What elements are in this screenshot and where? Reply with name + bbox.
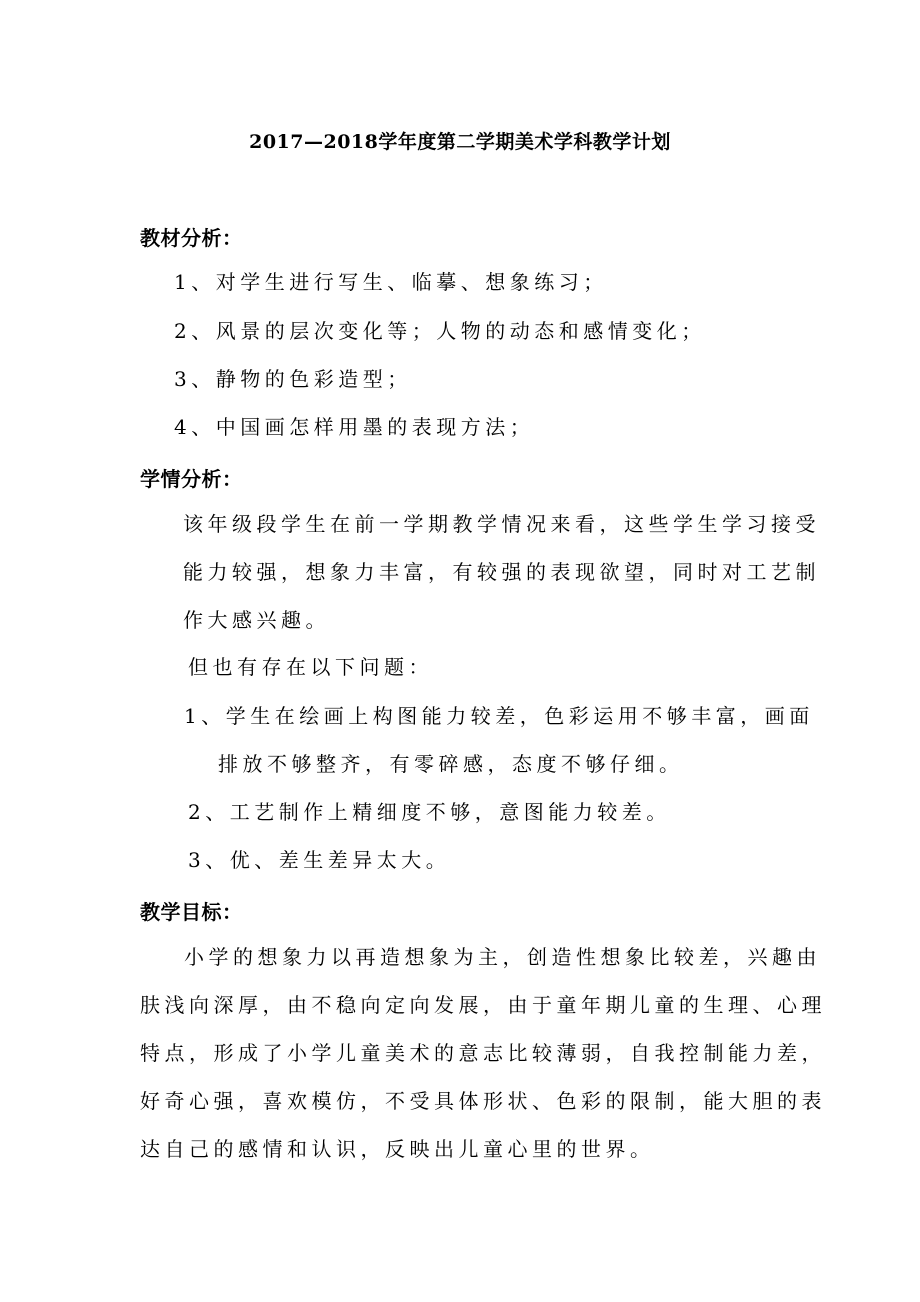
paragraph-line: 该年级段学生在前一学期教学情况来看，这些学生学习接受 [183, 512, 820, 536]
section-heading-student-analysis: 学情分析： [140, 467, 243, 491]
problem-item: 1、学生在绘画上构图能力较差，色彩运用不够丰富，画面 [184, 704, 814, 728]
paragraph-line: 好奇心强，喜欢模仿，不受具体形状、色彩的限制，能大胆的表 [140, 1089, 826, 1113]
paragraph-line: 特点，形成了小学儿童美术的意志比较薄弱，自我控制能力差， [140, 1041, 826, 1065]
problem-item: 2、工艺制作上精细度不够，意图能力较差。 [188, 800, 671, 824]
section-heading-textbook-analysis: 教材分析： [140, 226, 243, 250]
paragraph-line: 作大感兴趣。 [183, 608, 330, 632]
problems-intro: 但也有存在以下问题： [188, 655, 433, 679]
paragraph-line: 小学的想象力以再造想象为主，创造性想象比较差，兴趣由 [184, 945, 821, 969]
problem-item: 3、优、差生差异太大。 [188, 848, 451, 872]
paragraph-line: 达自己的感情和认识，反映出儿童心里的世界。 [140, 1137, 655, 1161]
paragraph-line: 肤浅向深厚，由不稳向定向发展，由于童年期儿童的生理、心理 [140, 993, 826, 1017]
list-item: 3、静物的色彩造型； [174, 367, 412, 391]
paragraph-line: 能力较强，想象力丰富，有较强的表现欲望，同时对工艺制 [183, 560, 820, 584]
list-item: 4、中国画怎样用墨的表现方法； [174, 415, 535, 439]
list-item: 1、对学生进行写生、临摹、想象练习； [174, 270, 608, 294]
section-heading-teaching-goals: 教学目标： [140, 900, 243, 924]
problem-item-continuation: 排放不够整齐，有零碎感，态度不够仔细。 [218, 752, 684, 776]
list-item: 2、风景的层次变化等；人物的动态和感情变化； [174, 319, 706, 343]
document-title: 2017—2018学年度第二学期美术学科教学计划 [249, 131, 671, 153]
